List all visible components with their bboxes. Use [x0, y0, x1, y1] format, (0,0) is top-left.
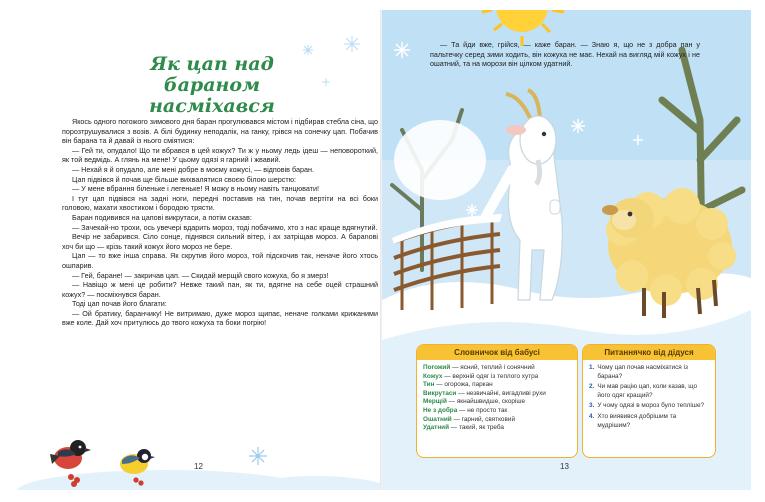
- glossary-item: Викрутаси — незвичайні, вигадливі рухи: [423, 389, 546, 397]
- story-continuation: [430, 40, 700, 69]
- story-paragraph: — Ой братику, баранчику! Не витримаю, дуже мороз щипає, неначе голками крижаними вже коле. Дай хоч притулюсь до твого кожуха та боки погрію!: [62, 308, 378, 328]
- glossary-item: Кожух — верхній одяг із теплого хутра: [423, 372, 539, 380]
- story-paragraph: Цап підвівся й почав ще більше вихвалятися своєю білою шерстю:: [72, 174, 297, 184]
- left-page: [16, 10, 382, 490]
- story-paragraph: Баран подивився на цапові викрутаси, а потім сказав:: [72, 212, 252, 222]
- glossary-item: Удатний — такий, як треба: [423, 424, 504, 432]
- story-paragraph: — Гей ти, опудало! Що ти вбрався в цей кожух? Ти ж у ньому ледь ідеш — неповороткий, як той ведмідь. А глянь на мене! У цьому одязі я гарний і жвавий.: [62, 145, 378, 165]
- right-page: [382, 10, 751, 490]
- birds-illustration: [16, 420, 382, 490]
- glossary-item: Мерщій — якнайшвидше, скоріше: [423, 398, 526, 406]
- question-item: 1. Чому цап почав насміхатися із барана?: [589, 364, 688, 380]
- page-snowflake-icon: [249, 447, 267, 465]
- story-paragraph: Вечір не забарився. Сіло сонце, піднявся сильний вітер, і ах затріщав мороз. А барanові хоч би що — крізь такий кожух його мороз не бере.: [62, 232, 378, 251]
- question-item: 3. У чому одязі в мороз було тепліше?: [589, 402, 705, 410]
- story-text: [62, 117, 378, 328]
- story-paragraph: — Та йди вже, грійся, — каже баран. — Знаю я, що не з добра пан у пальтечку серед зими ходить, він кожуха не має. Нехай на вигляд мій кожух і не ошатний, та на морози він цілком удатний.: [430, 40, 700, 69]
- story-title: [102, 54, 322, 117]
- glossary-box: [416, 344, 578, 458]
- story-paragraph: — Навіщо ж мені це робити? Невже такий пан, як ти, вдягне на себе оцей страшний кожух? — посміхнувся баран.: [62, 280, 378, 299]
- story-paragraph: Якось одного погожого зимового дня баран прогулювався містом і підбирав стебла сіна, що порозтрушувалися з возів. А білі будинку неподалік, на ганку, грівся на сонечку цап. Побачив він барана та й давай із нього сміятися:: [62, 117, 378, 146]
- story-paragraph: — Зачекай-но трохи, ось увечері вдарить мороз, тоді побачимо, хто з нас краще вдягнутий.: [72, 222, 378, 232]
- story-title-line2: насміхався: [149, 95, 275, 117]
- question-item: 4. Хто виявився добрішим та мудрішим?: [589, 412, 677, 429]
- page-number-right: 13: [560, 462, 569, 471]
- questions-list: [583, 360, 715, 436]
- story-paragraph: Цап — то вже інша справа. Як скрутив його мороз, той підскочив так, неначе його хтось ошпарив.: [62, 251, 378, 270]
- story-paragraph: І тут цап підвівся на задні ноги, передні поставив на тин, почав вертіти на всі боки головою, махати хвостиком і бородою трясти.: [62, 193, 378, 213]
- story-paragraph: Тоді цап почав його благати:: [72, 299, 167, 309]
- story-title-line1: Як цап над бараном: [150, 53, 274, 96]
- bullfinch-bird: [50, 440, 91, 469]
- question-item: 2. Чи мав рацію цап, коли казав, що його одяг кращий?: [589, 383, 697, 399]
- story-paragraph: — Нехай я й опудало, але мені добре в моєму кожусі, — відповів баран.: [72, 164, 314, 174]
- page-number-left: 12: [194, 462, 203, 471]
- glossary-item: Не з добра — не просто так: [423, 406, 508, 414]
- story-paragraph: — Гей, бaране! — закричав цап. — Скидай мерщій свого кожуха, бо я змерз!: [72, 270, 329, 280]
- questions-box: [582, 344, 716, 458]
- story-paragraph: — У мене вбрання біленьке і легеньке! Я можу в ньому навіть танцювати!: [72, 184, 319, 194]
- glossary-title: Словничок від бабусі: [417, 345, 577, 360]
- glossary-list: [417, 360, 577, 437]
- glossary-item: Тин — огорожа, паркан: [423, 381, 493, 389]
- glossary-item: Погожий — ясний, теплий і сонячний: [423, 364, 535, 371]
- questions-title: Питаннячко від дідуся: [583, 345, 715, 360]
- glossary-item: Ошатний — гарний, святковий: [423, 415, 516, 423]
